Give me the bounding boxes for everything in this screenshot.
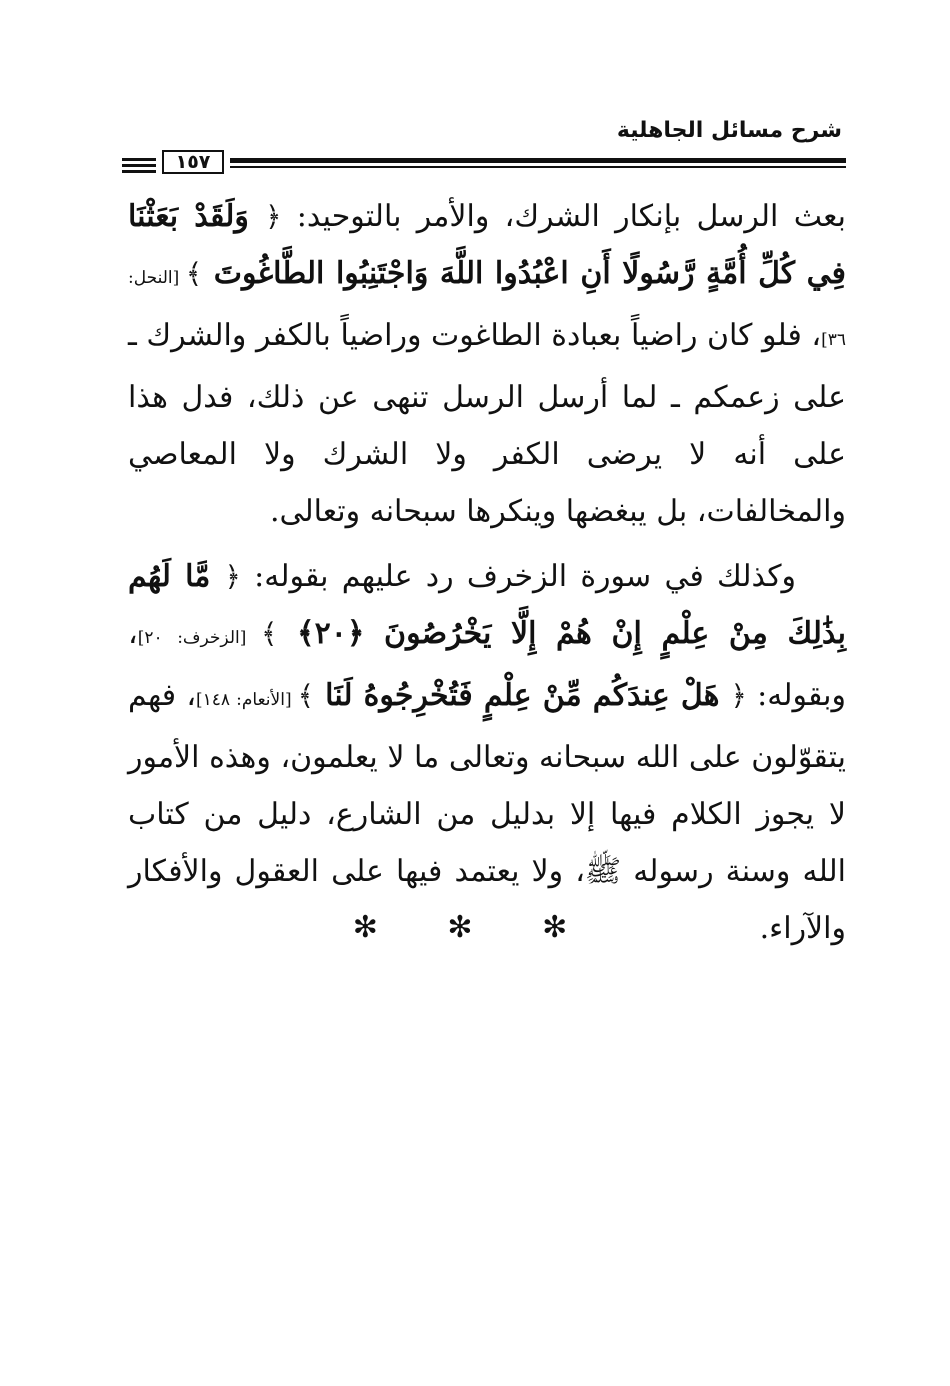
section-separator-stars: ✻ ✻ ✻ (352, 910, 598, 945)
main-text (128, 188, 846, 957)
verse-reference-anam: [الأنعام: ١٤٨] (196, 690, 298, 710)
verse-open-bracket: ﴿ (730, 679, 747, 712)
header-rule-thick-line (230, 158, 846, 163)
quran-verse-nahl-36: وَلَقَدْ بَعَثْنَا فِي كُلِّ أُمَّةٍ رَّسُولًا أَنِ اعْبُدُوا اللَّهَ وَاجْتَنِبُوا الطَّاغُوتَ (128, 199, 846, 291)
paragraph-2-text-c: ، فهم يتقوّلون على الله سبحانه وتعالى ما لا يعلمون، وهذه الأمور لا يجوز الكلام فيها إلا بدليل من الشارع، دليل من كتاب الله وسنة رسوله ﷺ، ولا يعتمد فيها على العقول والأفكار والآراء. (128, 678, 846, 946)
paragraph-2-text-b: ، وبقوله: (128, 616, 846, 713)
quran-verse-anam-148: هَلْ عِندَكُم مِّنْ عِلْمٍ فَتُخْرِجُوهُ لَنَا (314, 678, 731, 713)
verse-close-bracket: ﴾ (185, 257, 203, 290)
verse-reference-nahl: [النحل: ٣٦] (128, 268, 846, 350)
header-rule-ornament (122, 158, 156, 176)
paragraph-1-text-b: ، فلو كان راضياً بعبادة الطاغوت وراضياً بالكفر والشرك ـ على زعمكم ـ لما أرسل الرسل تنهى عن ذلك، فدل هذا على أنه لا يرضى الكفر ولا الشرك ولا المعاصي والمخالفات، بل يبغضها وينكرها سبحانه وتعالى. (128, 318, 846, 529)
header-rule-thin-line (230, 166, 846, 168)
verse-open-bracket: ﴿ (224, 560, 241, 593)
header-rule (122, 150, 846, 176)
running-header-title: شرح مسائل الجاهلية (616, 118, 842, 143)
verse-open-bracket: ﴿ (265, 200, 282, 233)
quran-verse-zukhruf-20: مَّا لَهُم بِذَٰلِكَ مِنْ عِلْمٍ إِنْ هُمْ إِلَّا يَخْرُصُونَ ﴿٢٠﴾ (128, 559, 846, 651)
verse-reference-zukhruf: [الزخرف: ٢٠] (137, 628, 261, 648)
paragraph-1-text-a: بعث الرسل بإنكار الشرك، والأمر بالتوحيد: (281, 199, 846, 234)
page-number: ١٥٧ (162, 150, 224, 174)
paragraph-1 (128, 188, 846, 540)
paragraph-2-text-a: وكذلك في سورة الزخرف رد عليهم بقوله: (240, 559, 796, 594)
verse-close-bracket: ﴾ (260, 617, 278, 650)
paragraph-2 (128, 548, 846, 957)
verse-close-bracket: ﴾ (297, 679, 315, 712)
